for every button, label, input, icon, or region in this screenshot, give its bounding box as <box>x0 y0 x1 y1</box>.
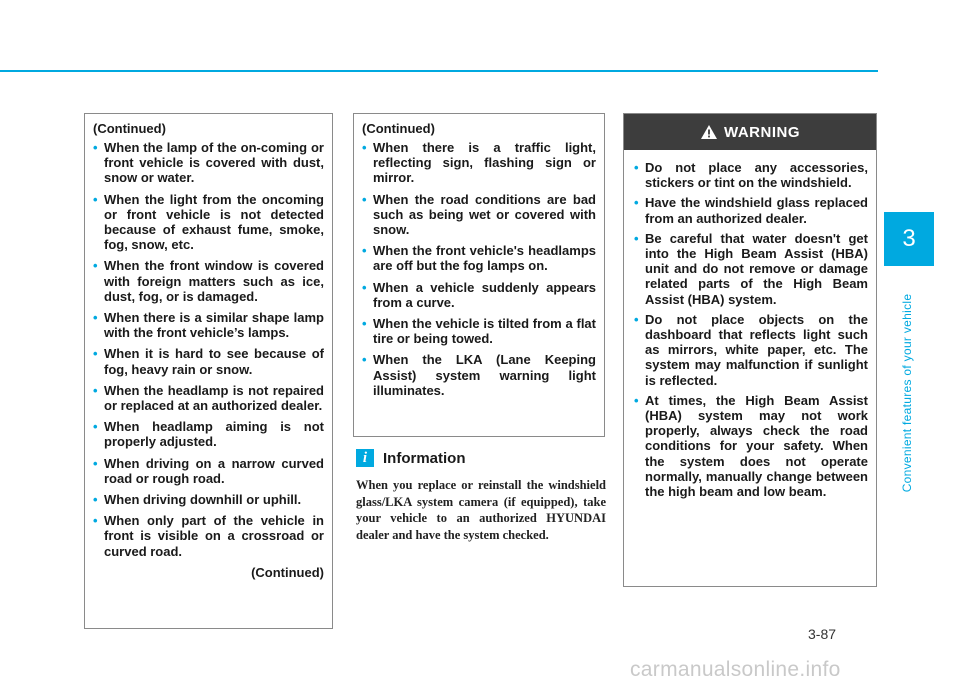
list-item: • When the front window is covered with foreign matters such as ice, dust, fog, or is damaged. <box>93 258 324 304</box>
list-item: • When there is a similar shape lamp with the front vehicle’s lamps. <box>93 310 324 340</box>
list-item: • When the lamp of the on-coming or front vehicle is covered with dust, snow or water. <box>93 140 324 186</box>
warning-header <box>624 114 876 150</box>
list-item: • When the road conditions are bad such as being wet or covered with snow. <box>362 192 596 238</box>
continued-label: (Continued) <box>93 121 166 136</box>
chapter-tab <box>884 212 934 266</box>
list-item: • Have the windshield glass replaced from an authorized dealer. <box>634 195 868 225</box>
information-header <box>356 449 606 467</box>
list-item: • When the LKA (Lane Keeping Assist) system warning light illuminates. <box>362 352 596 398</box>
page-number: 3-87 <box>808 626 837 642</box>
watermark: carmanualsonline.info <box>630 658 841 681</box>
chapter-title-text: Convenient features of your vehicle <box>900 293 914 492</box>
continued-label: (Continued) <box>362 121 435 136</box>
left-bullet-list <box>93 140 324 559</box>
left-continued-box <box>84 113 333 629</box>
list-item: • Do not place any accessories, stickers or tint on the windshield. <box>634 160 868 190</box>
list-item: • When headlamp aiming is not properly adjusted. <box>93 419 324 449</box>
list-item: • When driving downhill or uphill. <box>93 492 324 507</box>
list-item: • When the headlamp is not repaired or replaced at an authorized dealer. <box>93 383 324 413</box>
list-item: • At times, the High Beam Assist (HBA) system may not work properly, always check the road conditions for your safety. When the system does not operate normally, manually change between the high beam and low beam. <box>634 393 868 499</box>
list-item: • When a vehicle suddenly appears from a curve. <box>362 280 596 310</box>
warning-bullet-list <box>634 160 868 499</box>
warning-body <box>624 150 876 510</box>
list-item: • Be careful that water doesn't get into the High Beam Assist (HBA) unit and do not remove or damage related parts of the High Beam Assist (HBA) system. <box>634 231 868 307</box>
chapter-title <box>897 280 917 505</box>
list-item: • When only part of the vehicle in front is visible on a crossroad or curved road. <box>93 513 324 559</box>
top-rule <box>0 70 878 72</box>
list-item: • When there is a traffic light, reflecting sign, flashing sign or mirror. <box>362 140 596 186</box>
middle-bullet-list <box>362 140 596 398</box>
middle-continued-box <box>353 113 605 437</box>
list-item: • Do not place objects on the dashboard that reflects light such as mirrors, white paper, etc. The system may malfunction if sunlight is reflected. <box>634 312 868 388</box>
continued-label-bottom: (Continued) <box>251 564 324 580</box>
chapter-number: 3 <box>902 225 916 252</box>
list-item: • When the light from the oncoming or front vehicle is not detected because of exhaust fume, smoke, fog, snow, etc. <box>93 192 324 253</box>
list-item: • When the front vehicle's headlamps are off but the fog lamps on. <box>362 243 596 273</box>
list-item: • When the vehicle is tilted from a flat tire or being towed. <box>362 316 596 346</box>
list-item: • When driving on a narrow curved road or rough road. <box>93 456 324 486</box>
warning-title: WARNING <box>724 123 800 141</box>
information-text: When you replace or reinstall the windshield glass/LKA system camera (if equipped), take your vehicle to an authorized HYUNDAI dealer and have the system checked. <box>356 478 606 542</box>
list-item: • When it is hard to see because of fog, heavy rain or snow. <box>93 346 324 376</box>
warning-triangle-icon <box>700 124 718 140</box>
information-section <box>356 449 606 543</box>
warning-box <box>623 113 877 587</box>
info-icon: i <box>356 449 374 467</box>
information-title: Information <box>383 449 466 467</box>
